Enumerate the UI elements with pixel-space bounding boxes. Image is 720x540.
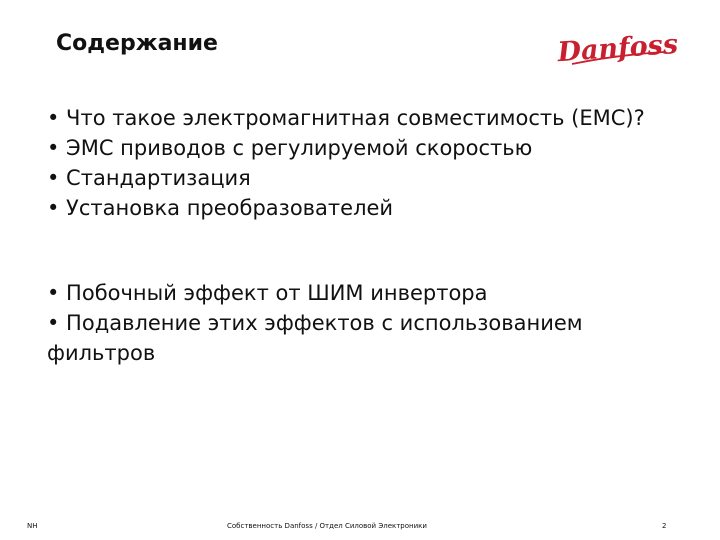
footer-author: NH xyxy=(27,522,38,530)
contents-item: • Что такое электромагнитная совместимость (EMC)? xyxy=(47,106,645,130)
slide-title: Содержание xyxy=(56,31,218,56)
page-number: 2 xyxy=(662,522,667,530)
contents-list-secondary xyxy=(47,278,667,368)
contents-item: • Подавление этих эффектов с использованием фильтров xyxy=(47,311,583,365)
contents-item: • Установка преобразователей xyxy=(47,196,394,220)
footer-copyright: Собственность Danfoss / Отдел Силовой Электроники xyxy=(227,522,427,530)
contents-list-primary xyxy=(47,103,667,223)
danfoss-logo xyxy=(556,22,679,72)
contents-item: • Стандартизация xyxy=(47,166,251,190)
contents-item: • ЭМС приводов с регулируемой скоростью xyxy=(47,136,533,160)
contents-item: • Побочный эффект от ШИМ инвертора xyxy=(47,281,488,305)
logo-wordmark: Danfoss xyxy=(556,28,679,69)
